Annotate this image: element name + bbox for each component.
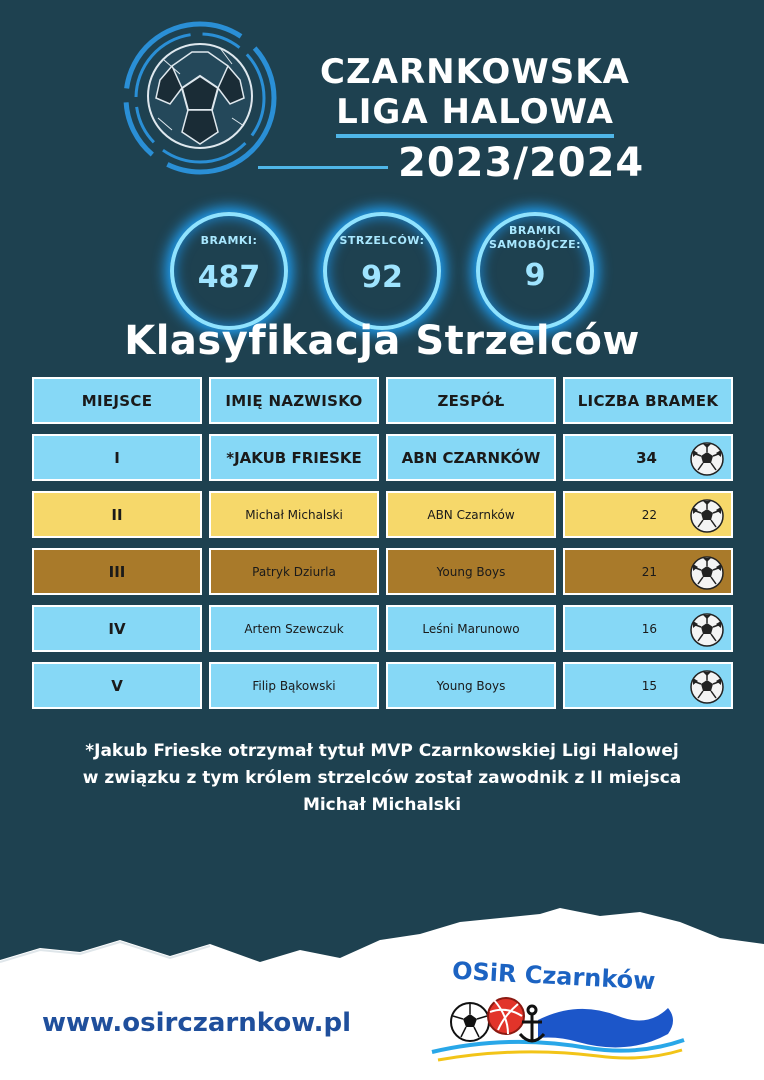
row1-goals: 34 bbox=[636, 448, 657, 467]
row5-team: Young Boys bbox=[386, 662, 556, 709]
mvp-note-line3: Michał Michalski bbox=[302, 795, 462, 815]
header-team: ZESPÓŁ bbox=[386, 377, 556, 424]
row5-place: V bbox=[32, 662, 202, 709]
stat-goals bbox=[170, 212, 288, 330]
soccer-ball-icon bbox=[689, 669, 725, 705]
stat-scorers-value: 92 bbox=[361, 260, 403, 295]
website-link[interactable]: www.osirczarnkow.pl bbox=[42, 1008, 351, 1038]
row4-team: Leśni Marunowo bbox=[386, 605, 556, 652]
row3-goals: 21 bbox=[641, 564, 657, 579]
osir-logo-text: OSiR Czarnków bbox=[451, 956, 657, 996]
mvp-note-line2: w związku z tym królem strzelców został zawodnik z II miejsca bbox=[82, 768, 682, 788]
stat-own-goals-label-line2: SAMOBÓJCZE: bbox=[488, 238, 582, 251]
header-goals: LICZBA BRAMEK bbox=[563, 377, 733, 424]
stat-own-goals bbox=[476, 212, 594, 330]
title-line1: CZARNKOWSKA bbox=[320, 52, 630, 92]
section-title: Klasyfikacja Strzelców bbox=[124, 318, 640, 364]
row3-place: III bbox=[32, 548, 202, 595]
stat-own-goals-label bbox=[480, 224, 590, 252]
stat-goals-value: 487 bbox=[197, 260, 261, 295]
row1-team: ABN CZARNKÓW bbox=[386, 434, 556, 481]
row5-goals-cell bbox=[563, 662, 733, 709]
soccer-ball-icon bbox=[689, 612, 725, 648]
row5-goals: 15 bbox=[641, 678, 657, 693]
soccer-ball-logo-icon bbox=[120, 18, 280, 178]
row4-goals-cell bbox=[563, 605, 733, 652]
row3-goals-cell bbox=[563, 548, 733, 595]
row2-place: II bbox=[32, 491, 202, 538]
soccer-ball-icon bbox=[689, 555, 725, 591]
row4-place: IV bbox=[32, 605, 202, 652]
stat-scorers-label: STRZELCÓW: bbox=[339, 234, 425, 247]
stat-goals-label: BRAMKI: bbox=[200, 234, 258, 247]
mvp-note-line1: *Jakub Frieske otrzymał tytuł MVP Czarnkowskiej Ligi Halowej bbox=[85, 741, 679, 761]
row1-name: *JAKUB FRIESKE bbox=[209, 434, 379, 481]
header-place: MIEJSCE bbox=[32, 377, 202, 424]
row2-goals: 22 bbox=[641, 507, 657, 522]
title-line2: LIGA HALOWA bbox=[336, 92, 614, 138]
row2-name: Michał Michalski bbox=[209, 491, 379, 538]
header-name: IMIĘ NAZWISKO bbox=[209, 377, 379, 424]
row5-name: Filip Bąkowski bbox=[209, 662, 379, 709]
mvp-note bbox=[30, 738, 734, 819]
row4-name: Artem Szewczuk bbox=[209, 605, 379, 652]
row2-goals-cell bbox=[563, 491, 733, 538]
season-divider bbox=[258, 166, 388, 169]
row3-name: Patryk Dziurla bbox=[209, 548, 379, 595]
stat-scorers bbox=[323, 212, 441, 330]
row4-goals: 16 bbox=[641, 621, 657, 636]
row1-goals-cell bbox=[563, 434, 733, 481]
row3-team: Young Boys bbox=[386, 548, 556, 595]
soccer-ball-icon bbox=[689, 441, 725, 477]
row2-team: ABN Czarnków bbox=[386, 491, 556, 538]
stat-own-goals-label-line1: BRAMKI bbox=[509, 224, 561, 237]
title-block bbox=[300, 52, 650, 138]
soccer-ball-icon bbox=[689, 498, 725, 534]
row1-place: I bbox=[32, 434, 202, 481]
season-label: 2023/2024 bbox=[398, 140, 645, 186]
stat-own-goals-value: 9 bbox=[524, 258, 546, 293]
